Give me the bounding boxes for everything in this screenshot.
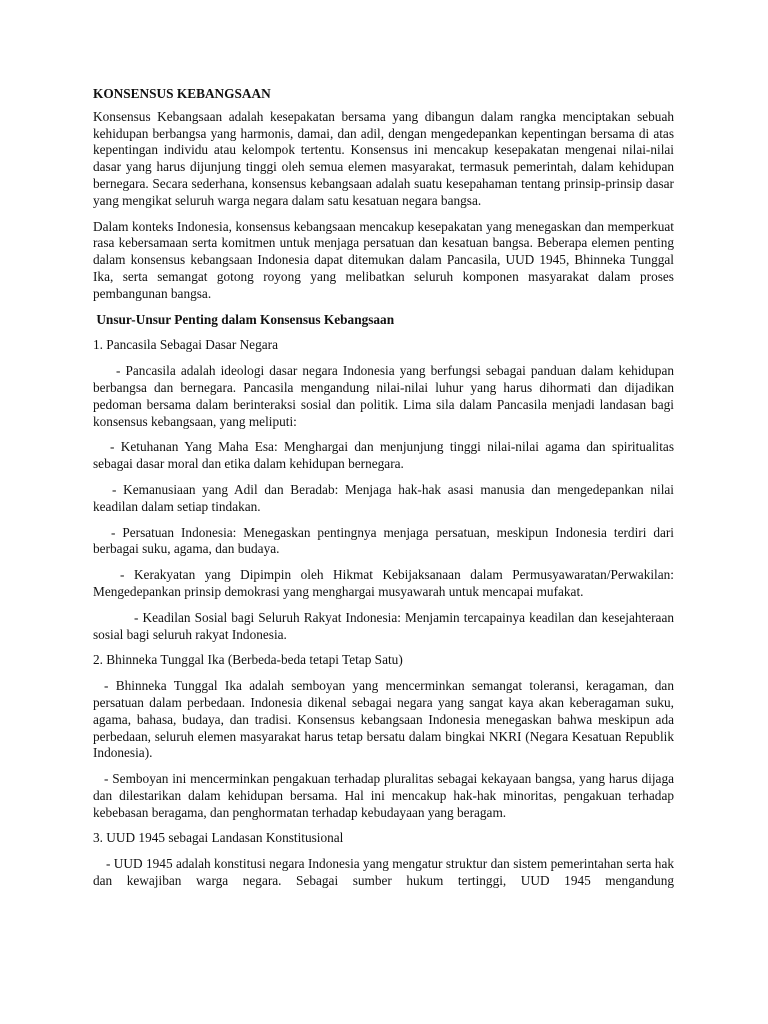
section-2-heading: 2. Bhinneka Tunggal Ika (Berbeda-beda tetapi Tetap Satu) bbox=[93, 652, 403, 668]
document-title: KONSENSUS KEBANGSAAN bbox=[93, 86, 271, 101]
section-2-paragraph-1: - Bhinneka Tunggal Ika adalah semboyan yang mencerminkan semangat toleransi, keragaman, dan persatuan dalam perbedaan. Indonesia dikenal sebagai negara yang sangat kaya akan keberagaman suku, agama, bahasa, budaya, dan tradisi. Konsensus kebangsaan Indonesia menegaskan bahwa meskipun ada perbedaan, seluruh elemen masyarakat harus tetap bersatu dalam bingkai NKRI (Negara Kesatuan Republik Indonesia). bbox=[93, 678, 674, 761]
section-1-heading: 1. Pancasila Sebagai Dasar Negara bbox=[93, 337, 278, 353]
section-1-paragraph-1: - Pancasila adalah ideologi dasar negara Indonesia yang berfungsi sebagai panduan dalam kehidupan berbangsa dan bernegara. Pancasila mengandung nilai-nilai luhur yang harus dihormati dan dijadikan pedoman bersama dalam berinteraksi sosial dan politik. Lima sila dalam Pancasila menjadi landasan bagi konsensus kebangsaan, yang meliputi: bbox=[93, 363, 674, 429]
section-2-paragraph-2: - Semboyan ini mencerminkan pengakuan terhadap pluralitas sebagai kekayaan bangsa, yang harus dijaga dan dilestarikan dalam kehidupan bersama. Hal ini mencakup hak-hak minoritas, pengakuan terhadap kebebasan beragama, dan penghormatan terhadap kebudayaan yang beragam. bbox=[93, 771, 674, 820]
section-1-paragraph-5: - Kerakyatan yang Dipimpin oleh Hikmat Kebijaksanaan dalam Permusyawaratan/Perwakilan: Mengedepankan prinsip demokrasi yang menghargai musyawarah untuk mencapai mufakat. bbox=[93, 567, 674, 599]
document-page bbox=[93, 86, 674, 899]
section-1-paragraph-2: - Ketuhanan Yang Maha Esa: Menghargai dan menjunjung tinggi nilai-nilai agama dan spiritualitas sebagai dasar moral dan etika dalam kehidupan bernegara. bbox=[93, 439, 674, 472]
section-heading: Unsur-Unsur Penting dalam Konsensus Kebangsaan bbox=[93, 311, 395, 327]
section-1-paragraph-4: - Persatuan Indonesia: Menegaskan pentingnya menjaga persatuan, meskipun Indonesia terdiri dari berbagai suku, agama, dan budaya. bbox=[93, 524, 674, 557]
section-3-heading: 3. UUD 1945 sebagai Landasan Konstitusional bbox=[93, 830, 344, 846]
section-3-paragraph-1: - UUD 1945 adalah konstitusi negara Indonesia yang mengatur struktur dan sistem pemerintahan serta hak dan kewajiban warga negara. Sebagai sumber hukum tertinggi, UUD 1945 mengandung bbox=[93, 856, 674, 889]
intro-paragraph-1: Konsensus Kebangsaan adalah kesepakatan bersama yang dibangun dalam rangka menciptakan sebuah kehidupan berbangsa yang harmonis, damai, dan adil, dengan mengedepankan kepentingan bersama di atas kepentingan individu atau kelompok tertentu. Konsensus ini mencakup kesepakatan mengenai nilai-nilai dasar yang harus dijunjung tinggi oleh semua elemen masyarakat, termasuk pemerintah, dalam kehidupan bernegara. Secara sederhana, konsensus kebangsaan adalah suatu kesepahaman tentang prinsip-prinsip dasar yang mengikat seluruh warga negara dalam satu kesatuan negara bangsa. bbox=[93, 108, 674, 208]
intro-paragraph-2: Dalam konteks Indonesia, konsensus kebangsaan mencakup kesepakatan yang menegaskan dan memperkuat rasa kebersamaan serta komitmen untuk menjaga persatuan dan kesatuan bangsa. Beberapa elemen penting dalam konsensus kebangsaan Indonesia dapat ditemukan dalam Pancasila, UUD 1945, Bhinneka Tunggal Ika, serta semangat gotong royong yang melibatkan seluruh komponen masyarakat dalam proses pembangunan bangsa. bbox=[93, 218, 674, 301]
section-1-paragraph-6: - Keadilan Sosial bagi Seluruh Rakyat Indonesia: Menjamin tercapainya keadilan dan kesejahteraan sosial bagi seluruh rakyat Indonesia. bbox=[93, 609, 674, 642]
section-1-paragraph-3: - Kemanusiaan yang Adil dan Beradab: Menjaga hak-hak asasi manusia dan mengedepankan nilai keadilan dalam setiap tindakan. bbox=[93, 481, 674, 514]
